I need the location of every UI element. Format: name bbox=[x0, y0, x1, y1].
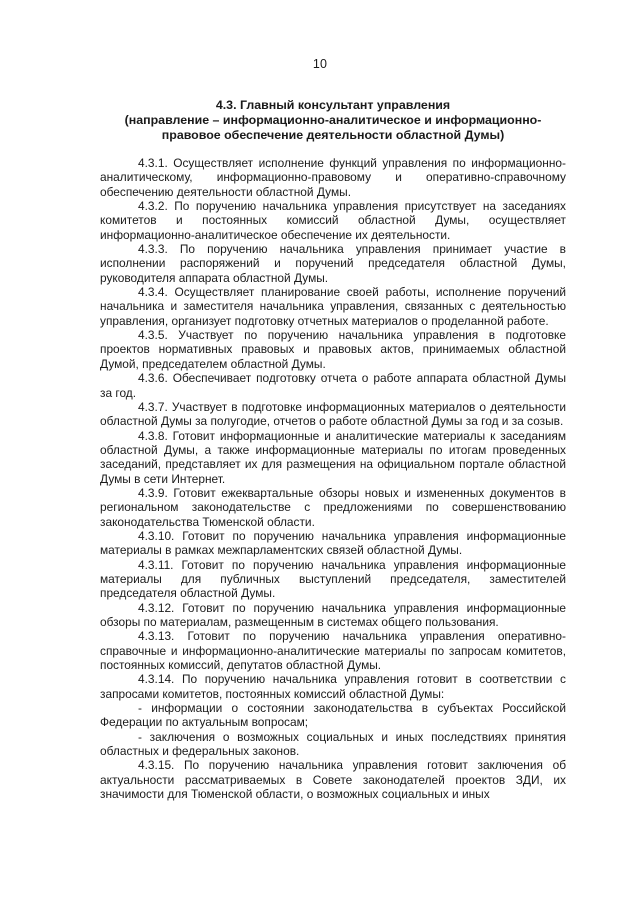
section-heading-line: (направление – информационно-аналитическое и информационно- bbox=[124, 113, 542, 128]
paragraph-4-3-9: 4.3.9. Готовит ежеквартальные обзоры новых и измененных документов в региональном законодательстве с предложениями по совершенствованию законодательства Тюменской области. bbox=[100, 485, 566, 529]
paragraph-4-3-13: 4.3.13. Готовит по поручению начальника управления оперативно-справочные и информационно-аналитические материалы по запросам комитетов, постоянных комиссий, депутатов областной Думы. bbox=[100, 629, 566, 673]
paragraph-4-3-11: 4.3.11. Готовит по поручению начальника управления информационные материалы для публичных выступлений председателя, заместителей председателя областной Думы. bbox=[100, 557, 566, 601]
document-body bbox=[100, 156, 566, 801]
page-number: 10 bbox=[312, 57, 328, 71]
paragraph-4-3-8: 4.3.8. Готовит информационные и аналитические материалы к заседаниям областной Думы, а также информационные материалы по итогам проведенных заседаний, представляет их для размещения на официальном портале областной Думы в сети Интернет. bbox=[100, 428, 566, 486]
paragraph-4-3-15: 4.3.15. По поручению начальника управления готовит заключения об актуальности рассматриваемых в Совете законодателей проектов ЗДИ, их значимости для Тюменской области, о возможных социальных и иных bbox=[100, 758, 566, 802]
section-heading bbox=[100, 98, 566, 144]
paragraph-4-3-4: 4.3.4. Осуществляет планирование своей работы, исполнение поручений начальника и заместителя начальника управления, связанных с деятельностью управления, организует подготовку отчетных материалов о проделанной работе. bbox=[100, 285, 566, 328]
paragraph-4-3-7: 4.3.7. Участвует в подготовке информационных материалов о деятельности областной Думы за полугодие, отчетов о работе областной Думы за год и за созыв. bbox=[100, 399, 566, 429]
list-item: - заключения о возможных социальных и иных последствиях принятия областных и федеральных законов. bbox=[100, 729, 566, 759]
paragraph-4-3-12: 4.3.12. Готовит по поручению начальника управления информационные обзоры по материалам, размещенным в системах общего пользования. bbox=[100, 600, 566, 629]
section-heading-line: правовое обеспечение деятельности областной Думы) bbox=[161, 128, 505, 143]
paragraph-4-3-2: 4.3.2. По поручению начальника управления присутствует на заседаниях комитетов и постоянных комиссий областной Думы, осуществляет информационно-аналитическое обеспечение их деятельности. bbox=[100, 199, 566, 242]
paragraph-4-3-1: 4.3.1. Осуществляет исполнение функций управления по информационно-аналитическому, информационно-правовому и оперативно-справочному обеспечению деятельности областной Думы. bbox=[100, 156, 566, 199]
paragraph-4-3-3: 4.3.3. По поручению начальника управления принимает участие в исполнении распоряжений и поручений председателя областной Думы, руководителя аппарата областной Думы. bbox=[100, 242, 566, 285]
paragraph-4-3-10: 4.3.10. Готовит по поручению начальника управления информационные материалы в рамках межпарламентских связей областной Думы. bbox=[100, 528, 566, 558]
list-item: - информации о состоянии законодательства в субъектах Российской Федерации по актуальным вопросам; bbox=[100, 701, 566, 730]
paragraph-4-3-6: 4.3.6. Обеспечивает подготовку отчета о работе аппарата областной Думы за год. bbox=[100, 371, 566, 400]
section-heading-line: 4.3. Главный консультант управления bbox=[215, 98, 451, 112]
paragraph-4-3-5: 4.3.5. Участвует по поручению начальника управления в подготовке проектов нормативных правовых и правовых актов, принимаемых областной Думой, председателем областной Думы. bbox=[100, 328, 566, 371]
paragraph-4-3-14: 4.3.14. По поручению начальника управления готовит в соответствии с запросами комитетов, постоянных комиссий областной Думы: bbox=[100, 672, 566, 701]
